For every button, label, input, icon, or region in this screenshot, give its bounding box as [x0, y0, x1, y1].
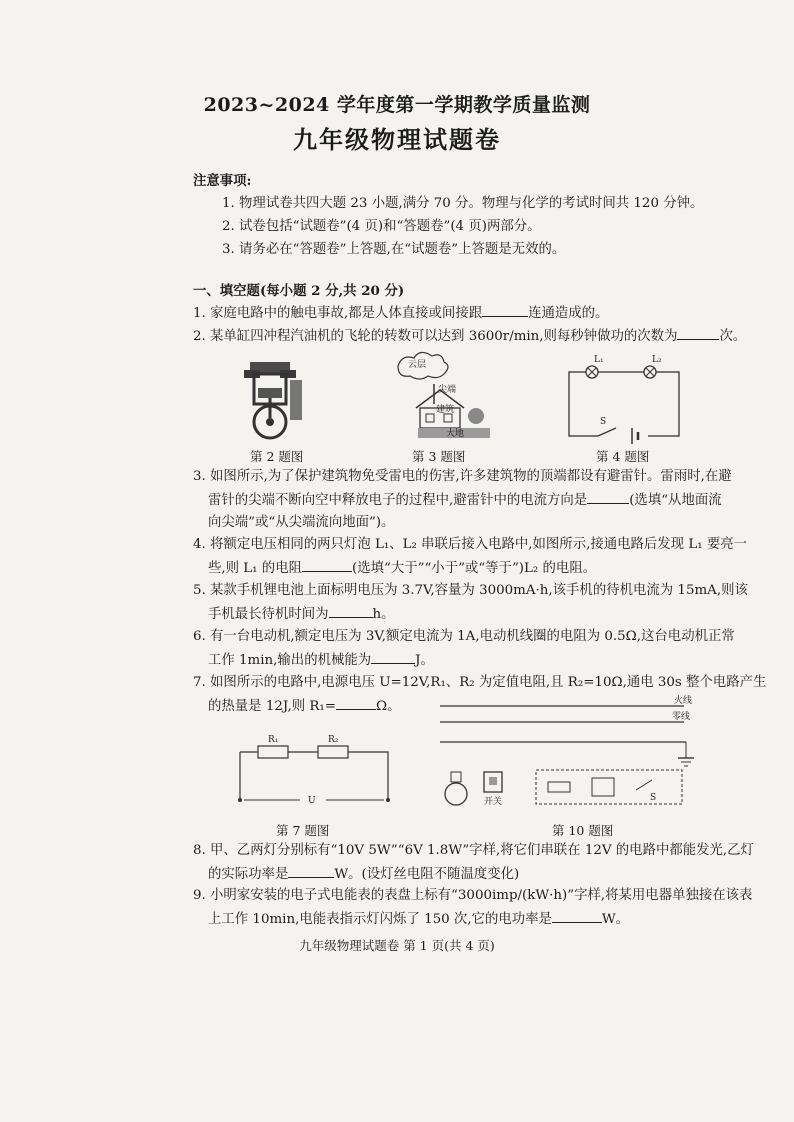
- section-heading: 一、填空题(每小题 2 分,共 20 分): [193, 283, 405, 299]
- fig7-U-label: U: [308, 796, 316, 806]
- question-5-line2: 手机最长待机时间为 h。: [208, 603, 395, 626]
- fig7-R2-label: R₂: [328, 735, 339, 745]
- question-9-line1: 9. 小明家安装的电子式电能表的表盘上标有“3000imp/(kW·h)”字样,将某用电器单独接在该表: [193, 888, 753, 903]
- fig7-R1-label: R₁: [268, 735, 279, 745]
- question-8-line1: 8. 甲、乙两灯分别标有“10V 5W”“6V 1.8W”字样,将它们串联在 12V 的电路中都能发光,乙灯: [193, 843, 754, 858]
- question-4-line1: 4. 将额定电压相同的两只灯泡 L₁、L₂ 串联后接入电路中,如图所示,接通电路后发现 L₁ 要亮一: [193, 537, 748, 552]
- notice-item-2: 2. 试卷包括“试题卷”(4 页)和“答题卷”(4 页)两部分。: [222, 219, 541, 234]
- figure-10-household-circuit: [436, 696, 696, 816]
- figure-3-caption: 第 3 题图: [412, 449, 466, 464]
- answer-blank[interactable]: [552, 908, 602, 923]
- answer-blank[interactable]: [371, 649, 415, 664]
- fig10-neutral-label: 零线: [672, 712, 691, 722]
- figure-3-lightning-rod: [390, 350, 500, 442]
- fig10-S-label: S: [650, 793, 657, 803]
- answer-blank[interactable]: [677, 325, 719, 340]
- exam-title-line1: 2023~2024 学年度第一学期教学质量监测: [203, 94, 591, 116]
- page-footer: 九年级物理试题卷 第 1 页(共 4 页): [299, 938, 495, 953]
- fig3-rod-label: 尖端: [438, 385, 457, 395]
- question-3-line2: 雷针的尖端不断向空中释放电子的过程中,避雷针中的电流方向是 (选填“从地面流: [208, 489, 722, 512]
- fig10-switch-label: 开关: [484, 797, 503, 807]
- notice-heading: 注意事项:: [193, 173, 252, 189]
- answer-blank[interactable]: [587, 489, 629, 504]
- notice-item-1: 1. 物理试卷共四大题 23 小题,满分 70 分。物理与化学的考试时间共 120 分钟。: [222, 196, 704, 211]
- figure-7-caption: 第 7 题图: [276, 823, 330, 838]
- figure-2-engine: [240, 360, 320, 440]
- question-3-line3: 向尖端”或“从尖端流向地面”)。: [208, 515, 395, 530]
- question-5-line1: 5. 某款手机锂电池上面标明电压为 3.7V,容量为 3000mA·h,该手机的待机电流为 15mA,则该: [193, 583, 748, 598]
- answer-blank[interactable]: [302, 557, 352, 572]
- question-6-line1: 6. 有一台电动机,额定电压为 3V,额定电流为 1A,电动机线圈的电阻为 0.5Ω,这台电动机正常: [193, 629, 735, 644]
- question-6-line2: 工作 1min,输出的机械能为 J。: [208, 649, 434, 672]
- fig4-L2-label: L₂: [652, 355, 662, 365]
- figure-2-caption: 第 2 题图: [250, 449, 304, 464]
- figure-7-circuit: [238, 736, 388, 812]
- fig3-ground-label: 大地: [446, 429, 465, 439]
- fig4-S-label: S: [600, 417, 607, 427]
- figure-4-caption: 第 4 题图: [596, 449, 650, 464]
- fig10-live-label: 火线: [674, 696, 693, 706]
- question-4-line2: 些,则 L₁ 的电阻 (选填“大于”“小于”或“等于”)L₂ 的电阻。: [208, 557, 596, 580]
- answer-blank[interactable]: [336, 695, 376, 710]
- answer-blank[interactable]: [329, 603, 373, 618]
- fig3-house-label: 建筑: [436, 405, 455, 415]
- question-9-line2: 上工作 10min,电能表指示灯闪烁了 150 次,它的电功率是 W。: [208, 908, 629, 931]
- question-3-line1: 3. 如图所示,为了保护建筑物免受雷电的伤害,许多建筑物的顶端都设有避雷针。雷雨时,在避: [193, 469, 732, 484]
- fig3-cloud-label: 云层: [408, 360, 427, 370]
- answer-blank[interactable]: [288, 863, 334, 878]
- question-7-line2: 的热量是 12J,则 R₁= Ω。: [208, 695, 401, 718]
- question-1: 1. 家庭电路中的触电事故,都是人体直接或间接跟 连通造成的。: [193, 302, 608, 325]
- answer-blank[interactable]: [482, 302, 528, 317]
- question-2: 2. 某单缸四冲程汽油机的飞轮的转数可以达到 3600r/min,则每秒钟做功的次数为 次。: [193, 325, 746, 348]
- notice-item-3: 3. 请务必在“答题卷”上答题,在“试题卷”上答题是无效的。: [222, 242, 566, 257]
- question-7-line1: 7. 如图所示的电路中,电源电压 U=12V,R₁、R₂ 为定值电阻,且 R₂=10Ω,通电 30s 整个电路产生: [193, 675, 767, 690]
- fig4-L1-label: L₁: [594, 355, 604, 365]
- question-8-line2: 的实际功率是 W。(设灯丝电阻不随温度变化): [208, 863, 519, 886]
- figure-4-circuit: [568, 355, 680, 440]
- figure-10-caption: 第 10 题图: [552, 823, 614, 838]
- exam-title-line2: 九年级物理试题卷: [293, 125, 501, 154]
